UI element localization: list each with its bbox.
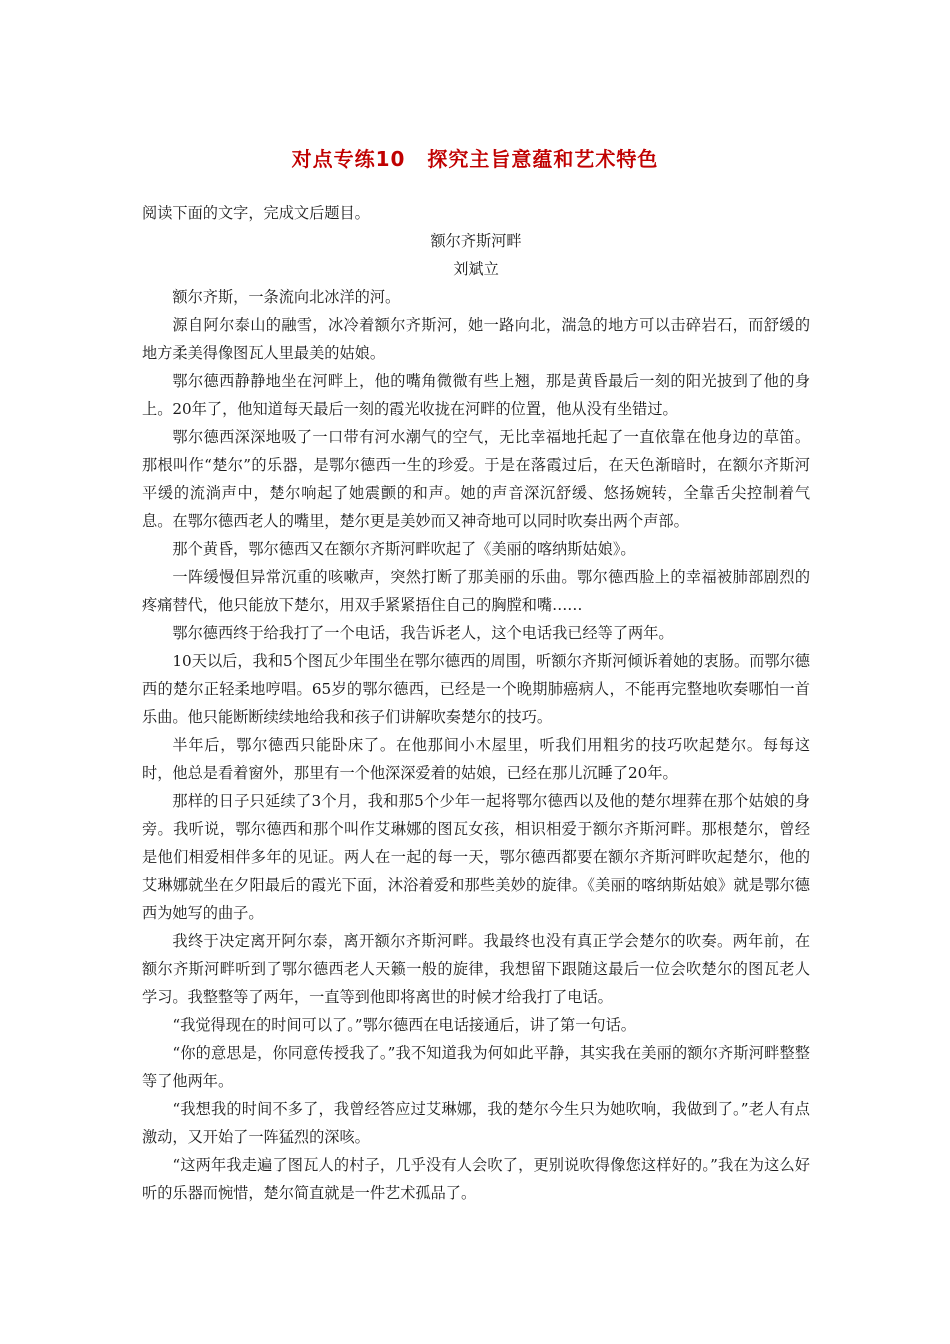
title-number: 对点专练10 bbox=[291, 147, 406, 171]
paragraph: 那样的日子只延续了3个月，我和那5个少年一起将鄂尔德西以及他的楚尔埋葬在那个姑娘的身旁。我听说，鄂尔德西和那个叫作艾琳娜的图瓦女孩，相识相爱于额尔齐斯河畔。那根楚尔，曾经是他们相爱相伴多年的见证。两人在一起的每一天，鄂尔德西都要在额尔齐斯河畔吹起楚尔，他的艾琳娜就坐在夕阳最后的霞光下面，沐浴着爱和那些美妙的旋律。《美丽的喀纳斯姑娘》就是鄂尔德西为她写的曲子。 bbox=[142, 792, 810, 922]
paragraph: 鄂尔德西深深地吸了一口带有河水潮气的空气，无比幸福地托起了一直依靠在他身边的草笛。那根叫作“楚尔”的乐器，是鄂尔德西一生的珍爱。于是在落霞过后，在天色渐暗时，在额尔齐斯河平缓的流淌声中，楚尔响起了她震颤的和声。她的声音深沉舒缓、悠扬婉转，全靠舌尖控制着气息。在鄂尔德西老人的嘴里，楚尔更是美妙而又神奇地可以同时吹奏出两个声部。 bbox=[142, 428, 810, 530]
paragraph: 鄂尔德西终于给我打了一个电话，我告诉老人，这个电话我已经等了两年。 bbox=[172, 624, 674, 642]
article-title: 额尔齐斯河畔 bbox=[430, 232, 522, 250]
paragraph: “你的意思是，你同意传授我了。”我不知道我为何如此平静，其实我在美丽的额尔齐斯河畔整整等了他两年。 bbox=[142, 1044, 810, 1090]
paragraph: 那个黄昏，鄂尔德西又在额尔齐斯河畔吹起了《美丽的喀纳斯姑娘》。 bbox=[172, 540, 636, 558]
paragraph: “我想我的时间不多了，我曾经答应过艾琳娜，我的楚尔今生只为她吹响，我做到了。”老人有点激动，又开始了一阵猛烈的深咳。 bbox=[142, 1100, 810, 1146]
paragraph: “我觉得现在的时间可以了。”鄂尔德西在电话接通后，讲了第一句话。 bbox=[172, 1016, 636, 1034]
title-topic: 探究主旨意蕴和艺术特色 bbox=[427, 147, 659, 171]
paragraph: 源自阿尔泰山的融雪，冰冷着额尔齐斯河，她一路向北，湍急的地方可以击碎岩石，而舒缓的地方柔美得像图瓦人里最美的姑娘。 bbox=[142, 316, 810, 362]
paragraph: 额尔齐斯，一条流向北冰洋的河。 bbox=[172, 288, 401, 306]
paragraph: 半年后，鄂尔德西只能卧床了。在他那间小木屋里，听我们用粗劣的技巧吹起楚尔。每每这时，他总是看着窗外，那里有一个他深深爱着的姑娘，已经在那儿沉睡了20年。 bbox=[142, 736, 810, 782]
paragraph: 鄂尔德西静静地坐在河畔上，他的嘴角微微有些上翘，那是黄昏最后一刻的阳光披到了他的身上。20年了，他知道每天最后一刻的霞光收拢在河畔的位置，他从没有坐错过。 bbox=[142, 372, 810, 418]
document-body bbox=[142, 199, 810, 1207]
instruction-text: 阅读下面的文字，完成文后题目。 bbox=[142, 204, 370, 222]
article-author: 刘斌立 bbox=[453, 260, 499, 278]
page-title bbox=[0, 144, 950, 174]
paragraph: “这两年我走遍了图瓦人的村子，几乎没有人会吹了，更别说吹得像您这样好的。”我在为这么好听的乐器而惋惜，楚尔简直就是一件艺术孤品了。 bbox=[142, 1156, 810, 1202]
paragraph: 一阵缓慢但异常沉重的咳嗽声，突然打断了那美丽的乐曲。鄂尔德西脸上的幸福被肺部剧烈的疼痛替代，他只能放下楚尔，用双手紧紧捂住自己的胸膛和嘴…… bbox=[142, 568, 810, 614]
paragraph: 我终于决定离开阿尔泰，离开额尔齐斯河畔。我最终也没有真正学会楚尔的吹奏。两年前，在额尔齐斯河畔听到了鄂尔德西老人天籁一般的旋律，我想留下跟随这最后一位会吹楚尔的图瓦老人学习。我整整等了两年，一直等到他即将离世的时候才给我打了电话。 bbox=[142, 932, 810, 1006]
paragraph: 10天以后，我和5个图瓦少年围坐在鄂尔德西的周围，听额尔齐斯河倾诉着她的衷肠。而鄂尔德西的楚尔正轻柔地哼唱。65岁的鄂尔德西，已经是一个晚期肺癌病人，不能再完整地吹奏哪怕一首乐曲。他只能断断续续地给我和孩子们讲解吹奏楚尔的技巧。 bbox=[142, 652, 810, 726]
